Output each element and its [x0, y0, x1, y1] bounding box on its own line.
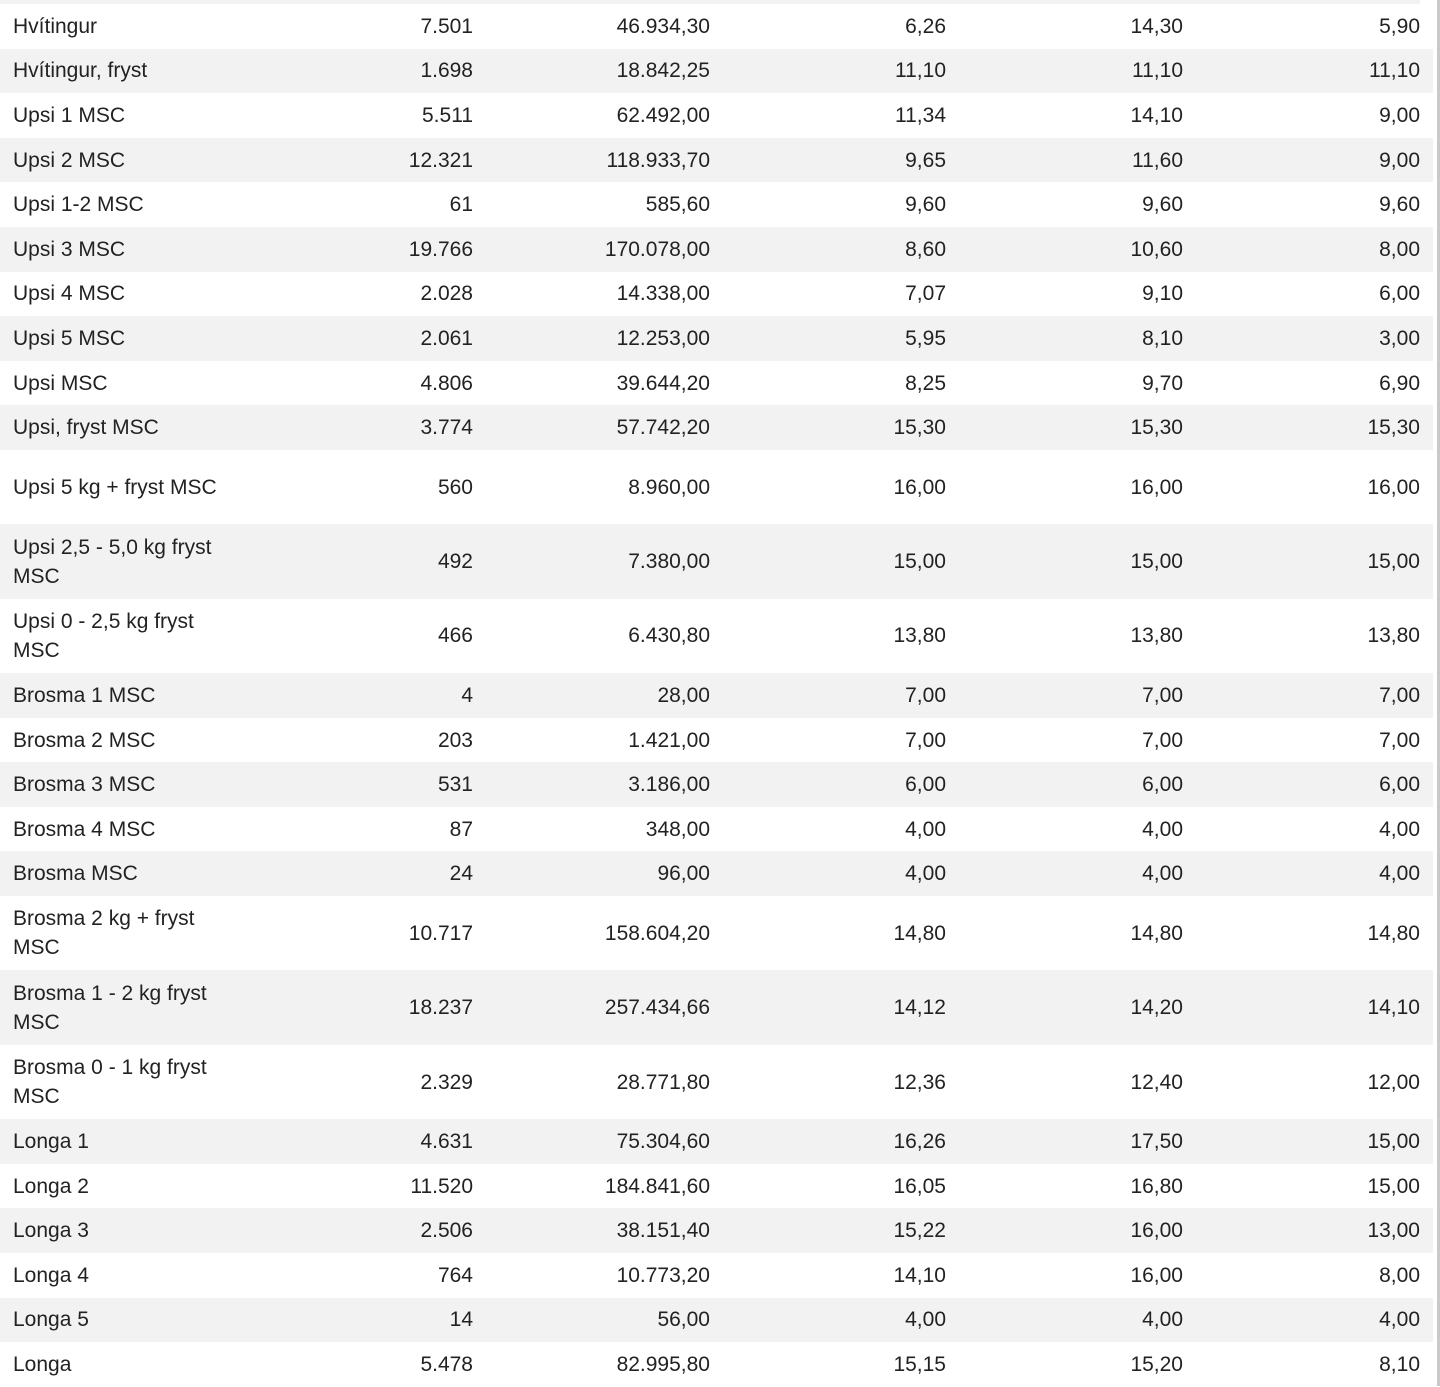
quantity-cell: 2.028: [420, 282, 473, 306]
total-value-cell: 10.773,20: [616, 1263, 710, 1287]
average-price-cell: 15,15: [893, 1353, 946, 1377]
max-price-cell: 7,00: [1142, 728, 1183, 752]
quantity-cell: 203: [437, 728, 473, 752]
species-name-cell: Brosma 1 - 2 kg fryst MSC: [13, 981, 207, 1034]
total-value-cell: 62.492,00: [616, 103, 710, 127]
table-row: [0, 405, 1433, 450]
total-value-cell: 18.842,25: [616, 59, 710, 83]
max-price-cell: 14,80: [1130, 921, 1183, 945]
total-value-cell: 39.644,20: [616, 371, 710, 395]
table-row: [0, 970, 1433, 1044]
total-value-cell: 158.604,20: [604, 921, 710, 945]
average-price-cell: 14,80: [893, 921, 946, 945]
species-name-cell: Upsi, fryst MSC: [13, 416, 159, 440]
min-price-cell: 15,00: [1367, 550, 1420, 574]
total-value-cell: 28.771,80: [616, 1070, 710, 1094]
quantity-cell: 18.237: [408, 996, 473, 1020]
species-name-cell: Upsi 2,5 - 5,0 kg fryst MSC: [13, 535, 212, 588]
species-name-cell: Brosma 2 MSC: [13, 728, 156, 752]
min-price-cell: 14,10: [1367, 996, 1420, 1020]
quantity-cell: 61: [449, 193, 473, 217]
table-row: [0, 1119, 1433, 1164]
total-value-cell: 118.933,70: [606, 148, 710, 172]
quantity-cell: 24: [449, 862, 473, 886]
quantity-cell: 2.061: [420, 326, 473, 350]
average-price-cell: 7,00: [905, 728, 946, 752]
max-price-cell: 16,00: [1130, 475, 1183, 499]
average-price-cell: 9,65: [905, 148, 946, 172]
total-value-cell: 28,00: [657, 683, 710, 707]
average-price-cell: 4,00: [905, 862, 946, 886]
average-price-cell: 16,05: [893, 1174, 946, 1198]
species-name-cell: Upsi 4 MSC: [13, 282, 126, 306]
total-value-cell: 170.078,00: [604, 237, 710, 261]
species-name-cell: Upsi 5 kg + fryst MSC: [13, 475, 217, 499]
min-price-cell: 11,10: [1369, 59, 1420, 83]
average-price-cell: 11,34: [895, 103, 946, 127]
table-row: [0, 93, 1433, 138]
species-name-cell: Longa: [13, 1353, 72, 1377]
species-name-cell: Brosma 1 MSC: [13, 683, 156, 707]
max-price-cell: 9,10: [1142, 282, 1183, 306]
max-price-cell: 10,60: [1130, 237, 1183, 261]
total-value-cell: 82.995,80: [616, 1353, 710, 1377]
average-price-cell: 13,80: [893, 624, 946, 648]
max-price-cell: 12,40: [1130, 1070, 1183, 1094]
table-row: [0, 316, 1433, 361]
min-price-cell: 15,00: [1367, 1174, 1420, 1198]
average-price-cell: 6,00: [905, 773, 946, 797]
min-price-cell: 8,00: [1379, 237, 1420, 261]
min-price-cell: 8,00: [1379, 1263, 1420, 1287]
total-value-cell: 6.430,80: [628, 624, 710, 648]
min-price-cell: 13,00: [1367, 1219, 1420, 1243]
average-price-cell: 4,00: [905, 817, 946, 841]
species-name-cell: Upsi 2 MSC: [13, 148, 126, 172]
species-name-cell: Hvítingur, fryst: [13, 59, 148, 83]
total-value-cell: 12.253,00: [616, 326, 710, 350]
table-row: [0, 1164, 1433, 1209]
max-price-cell: 15,00: [1130, 550, 1183, 574]
max-price-cell: 6,00: [1142, 773, 1183, 797]
quantity-cell: 492: [437, 550, 473, 574]
min-price-cell: 16,00: [1367, 475, 1420, 499]
max-price-cell: 4,00: [1142, 1308, 1183, 1332]
species-name-cell: Longa 3: [13, 1219, 89, 1243]
total-value-cell: 3.186,00: [628, 773, 710, 797]
total-value-cell: 96,00: [657, 862, 710, 886]
min-price-cell: 6,00: [1379, 773, 1420, 797]
table-row: [0, 1253, 1433, 1298]
max-price-cell: 8,10: [1142, 326, 1183, 350]
max-price-cell: 14,30: [1130, 14, 1183, 38]
table-row: [0, 361, 1433, 406]
max-price-cell: 4,00: [1142, 862, 1183, 886]
average-price-cell: 7,00: [905, 683, 946, 707]
total-value-cell: 46.934,30: [616, 14, 710, 38]
species-name-cell: Longa 2: [13, 1174, 89, 1198]
quantity-cell: 2.506: [420, 1219, 473, 1243]
total-value-cell: 56,00: [657, 1308, 710, 1332]
table-row: [0, 673, 1433, 718]
species-name-cell: Brosma 3 MSC: [13, 773, 156, 797]
species-name-cell: Longa 5: [13, 1308, 89, 1332]
species-name-cell: Longa 1: [13, 1130, 89, 1154]
average-price-cell: 4,00: [905, 1308, 946, 1332]
average-price-cell: 8,60: [905, 237, 946, 261]
max-price-cell: 4,00: [1142, 817, 1183, 841]
min-price-cell: 6,00: [1379, 282, 1420, 306]
species-name-cell: Upsi 5 MSC: [13, 326, 126, 350]
min-price-cell: 8,10: [1379, 1353, 1420, 1377]
min-price-cell: 4,00: [1379, 1308, 1420, 1332]
quantity-cell: 3.774: [420, 416, 473, 440]
table-row: [0, 272, 1433, 317]
table-row: [0, 182, 1433, 227]
total-value-cell: 8.960,00: [628, 475, 710, 499]
species-name-cell: Brosma 2 kg + fryst MSC: [13, 907, 195, 960]
average-price-cell: 15,00: [893, 550, 946, 574]
min-price-cell: 13,80: [1367, 624, 1420, 648]
quantity-cell: 5.478: [420, 1353, 473, 1377]
average-price-cell: 15,30: [893, 416, 946, 440]
species-name-cell: Brosma 0 - 1 kg fryst MSC: [13, 1056, 207, 1109]
species-name-cell: Upsi 1 MSC: [13, 103, 126, 127]
quantity-cell: 11.520: [410, 1174, 473, 1198]
max-price-cell: 14,20: [1130, 996, 1183, 1020]
species-name-cell: Upsi MSC: [13, 371, 108, 395]
table-row: [0, 896, 1433, 970]
total-value-cell: 7.380,00: [628, 550, 710, 574]
table-row: [0, 4, 1433, 49]
max-price-cell: 13,80: [1130, 624, 1183, 648]
fish-price-table: [0, 4, 1433, 1387]
table-row: [0, 1342, 1433, 1387]
min-price-cell: 7,00: [1379, 683, 1420, 707]
table-row: [0, 851, 1433, 896]
table-row: [0, 762, 1433, 807]
min-price-cell: 12,00: [1367, 1070, 1420, 1094]
max-price-cell: 14,10: [1130, 103, 1183, 127]
min-price-cell: 4,00: [1379, 817, 1420, 841]
min-price-cell: 15,30: [1367, 416, 1420, 440]
quantity-cell: 1.698: [420, 59, 473, 83]
max-price-cell: 7,00: [1142, 683, 1183, 707]
table-row: [0, 138, 1433, 183]
min-price-cell: 9,00: [1379, 148, 1420, 172]
table-row: [0, 599, 1433, 673]
total-value-cell: 75.304,60: [616, 1130, 710, 1154]
average-price-cell: 16,00: [893, 475, 946, 499]
species-name-cell: Hvítingur: [13, 14, 98, 38]
min-price-cell: 4,00: [1379, 862, 1420, 886]
total-value-cell: 1.421,00: [628, 728, 710, 752]
min-price-cell: 5,90: [1379, 14, 1420, 38]
max-price-cell: 11,10: [1132, 59, 1183, 83]
min-price-cell: 9,60: [1379, 193, 1420, 217]
total-value-cell: 184.841,60: [604, 1174, 710, 1198]
quantity-cell: 4: [461, 683, 473, 707]
total-value-cell: 14.338,00: [616, 282, 710, 306]
species-name-cell: Upsi 3 MSC: [13, 237, 126, 261]
total-value-cell: 38.151,40: [616, 1219, 710, 1243]
table-row: [0, 807, 1433, 852]
average-price-cell: 15,22: [893, 1219, 946, 1243]
quantity-cell: 19.766: [408, 237, 473, 261]
total-value-cell: 257.434,66: [604, 996, 710, 1020]
quantity-cell: 10.717: [408, 921, 473, 945]
species-name-cell: Brosma MSC: [13, 862, 138, 886]
max-price-cell: 15,30: [1130, 416, 1183, 440]
quantity-cell: 2.329: [420, 1070, 473, 1094]
average-price-cell: 16,26: [893, 1130, 946, 1154]
table-row: [0, 718, 1433, 763]
max-price-cell: 16,00: [1130, 1219, 1183, 1243]
species-name-cell: Upsi 1-2 MSC: [13, 193, 144, 217]
species-name-cell: Brosma 4 MSC: [13, 817, 156, 841]
table-row: [0, 1208, 1433, 1253]
quantity-cell: 4.631: [420, 1130, 473, 1154]
table-row: [0, 1045, 1433, 1119]
min-price-cell: 3,00: [1379, 326, 1420, 350]
species-name-cell: Upsi 0 - 2,5 kg fryst MSC: [13, 609, 194, 662]
average-price-cell: 7,07: [905, 282, 946, 306]
quantity-cell: 466: [437, 624, 473, 648]
average-price-cell: 9,60: [905, 193, 946, 217]
average-price-cell: 12,36: [893, 1070, 946, 1094]
table-row: [0, 49, 1433, 94]
species-name-cell: Longa 4: [13, 1263, 89, 1287]
average-price-cell: 5,95: [905, 326, 946, 350]
table-row: [0, 524, 1433, 598]
average-price-cell: 8,25: [905, 371, 946, 395]
quantity-cell: 7.501: [420, 14, 473, 38]
quantity-cell: 87: [449, 817, 473, 841]
quantity-cell: 14: [449, 1308, 473, 1332]
quantity-cell: 4.806: [420, 371, 473, 395]
min-price-cell: 6,90: [1379, 371, 1420, 395]
table-row: [0, 227, 1433, 272]
quantity-cell: 5.511: [422, 103, 473, 127]
table-body: [0, 4, 1433, 1387]
quantity-cell: 531: [437, 773, 473, 797]
max-price-cell: 9,60: [1142, 193, 1183, 217]
max-price-cell: 16,80: [1130, 1174, 1183, 1198]
total-value-cell: 585,60: [645, 193, 710, 217]
max-price-cell: 17,50: [1130, 1130, 1183, 1154]
min-price-cell: 7,00: [1379, 728, 1420, 752]
quantity-cell: 560: [437, 475, 473, 499]
average-price-cell: 14,10: [893, 1263, 946, 1287]
max-price-cell: 16,00: [1130, 1263, 1183, 1287]
table-row: [0, 450, 1433, 524]
max-price-cell: 15,20: [1130, 1353, 1183, 1377]
average-price-cell: 14,12: [893, 996, 946, 1020]
max-price-cell: 11,60: [1132, 148, 1183, 172]
max-price-cell: 9,70: [1142, 371, 1183, 395]
min-price-cell: 9,00: [1379, 103, 1420, 127]
total-value-cell: 57.742,20: [616, 416, 710, 440]
quantity-cell: 764: [437, 1263, 473, 1287]
min-price-cell: 15,00: [1367, 1130, 1420, 1154]
min-price-cell: 14,80: [1367, 921, 1420, 945]
average-price-cell: 11,10: [895, 59, 946, 83]
total-value-cell: 348,00: [645, 817, 710, 841]
quantity-cell: 12.321: [408, 148, 473, 172]
average-price-cell: 6,26: [905, 14, 946, 38]
table-row: [0, 1298, 1433, 1343]
